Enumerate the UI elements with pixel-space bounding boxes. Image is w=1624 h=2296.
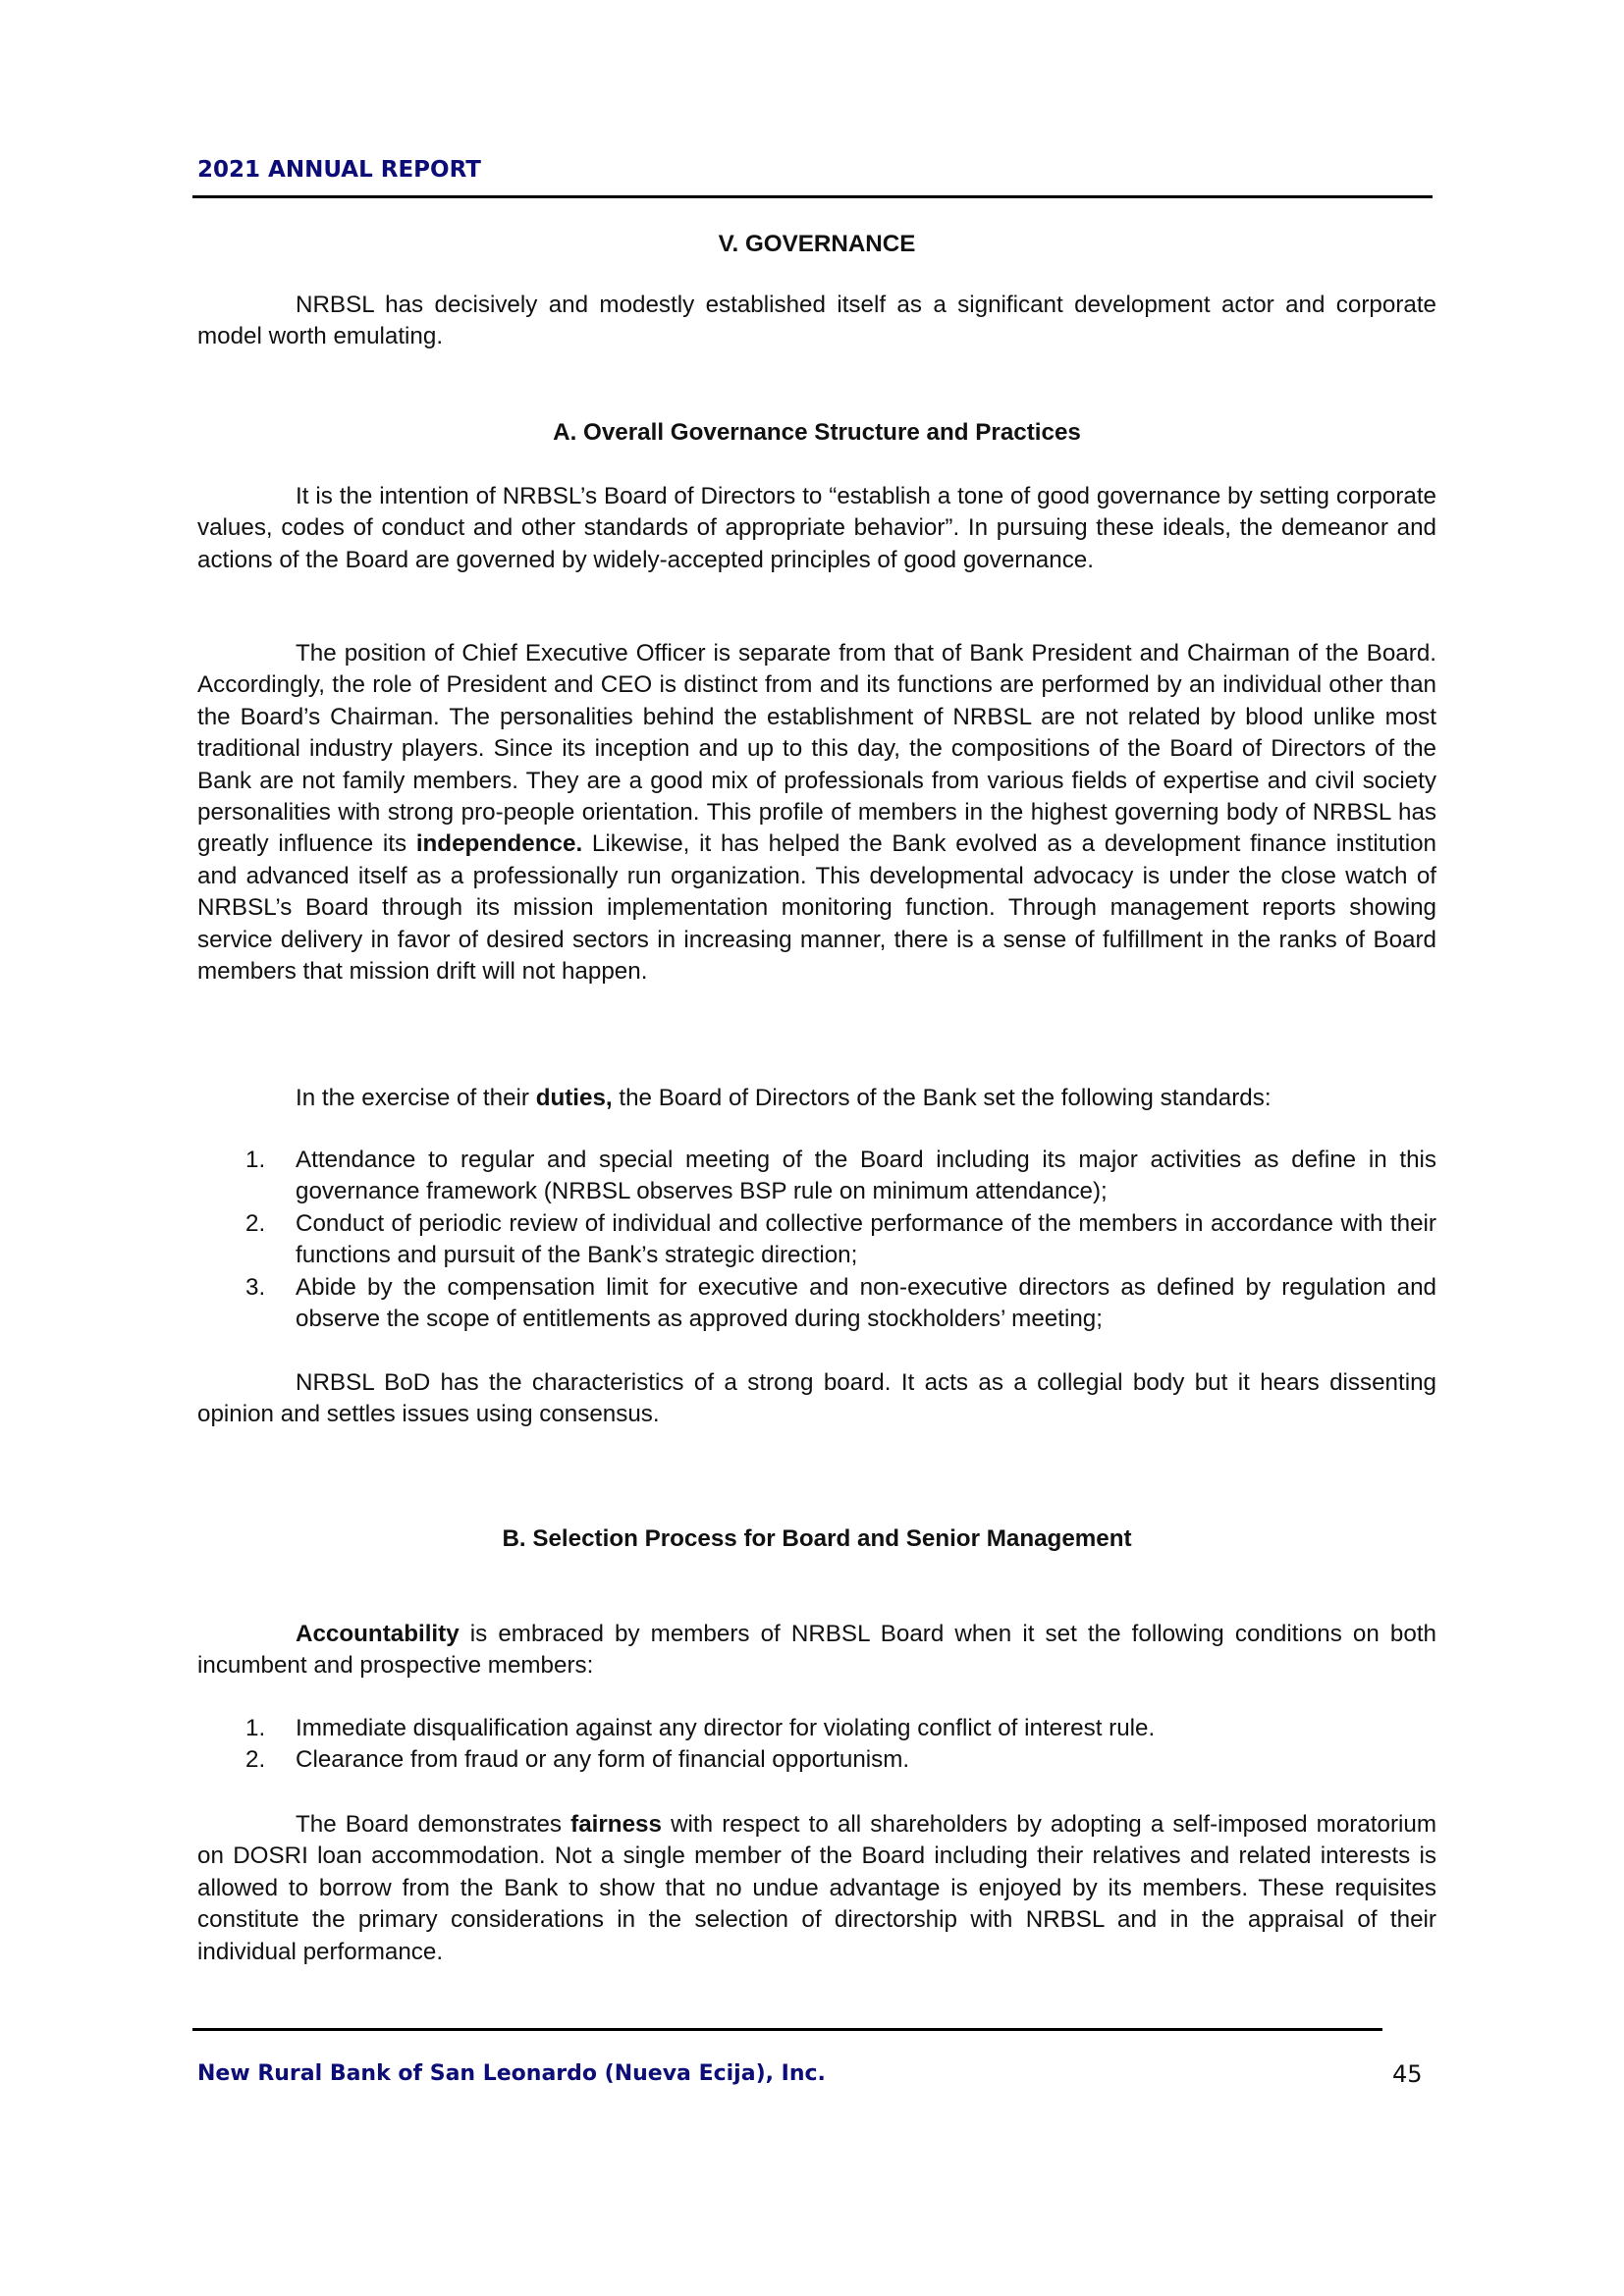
paragraph-text: In the exercise of their xyxy=(296,1085,536,1111)
list-item xyxy=(197,1208,1436,1272)
footer-divider xyxy=(192,2028,1382,2031)
list-number: 2. xyxy=(245,1209,266,1237)
list-text: Conduct of periodic review of individual and collective performance of the members in accordance with their functions and pursuit of the Bank’s strategic direction; xyxy=(296,1209,1436,1269)
list-item xyxy=(197,1272,1436,1336)
paragraph-text: The position of Chief Executive Officer is separate from that of Bank President and Chairman of the Board. Accordingly, the role of President and CEO is distinct from and its functions are performed by an individual other than the Board’s Chairman. The personalities behind the establishment of NRBSL are not related by blood unlike most traditional industry players. Since its inception and up to this day, the compositions of the Board of Directors of the Bank are not family members. They are a good mix of professionals from various fields of expertise and civil society personalities with strong pro-people orientation. This profile of members in the highest governing body of NRBSL has greatly influence its xyxy=(197,640,1436,858)
list-item xyxy=(197,1145,1436,1208)
list-number: 3. xyxy=(245,1273,266,1301)
subsection-a-para3 xyxy=(197,1083,1436,1114)
header-divider xyxy=(192,195,1433,198)
paragraph-text: Likewise, it has helped the Bank evolved as a development finance institution and advanced itself as a professionally run organization. This developmental advocacy is under the close watch of NRBSL’s Board through its mission implementation monitoring function. Through management reports showing service delivery in favor of desired sectors in increasing manner, there is a sense of fulfillment in the ranks of Board members that mission drift will not happen. xyxy=(197,830,1436,986)
subsection-b-para1 xyxy=(197,1619,1436,1682)
emphasis-accountability: Accountability xyxy=(296,1621,460,1647)
conditions-list xyxy=(197,1713,1436,1777)
section-intro xyxy=(197,290,1436,353)
paragraph xyxy=(197,1619,1436,1682)
standards-list xyxy=(197,1145,1436,1335)
report-header-title: 2021 ANNUAL REPORT xyxy=(197,157,481,183)
paragraph-text: the Board of Directors of the Bank set the following standards: xyxy=(612,1085,1272,1111)
paragraph: NRBSL BoD has the characteristics of a strong board. It acts as a collegial body but it hears dissenting opinion and settles issues using consensus. xyxy=(197,1369,1436,1428)
list-text: Immediate disqualification against any director for violating conflict of interest rule. xyxy=(296,1715,1156,1741)
paragraph: It is the intention of NRBSL’s Board of Directors to “establish a tone of good governance by setting corporate values, codes of conduct and other standards of appropriate behavior”. In pursuing these ideals, the demeanor and actions of the Board are governed by widely-accepted principles of good governance. xyxy=(197,483,1436,573)
section-title: V. GOVERNANCE xyxy=(718,231,916,257)
paragraph-text: with respect to all shareholders by adopting a self-imposed moratorium on DOSRI loan accommodation. Not a single member of the Board including their relatives and related interests is allowed to borrow from the Bank to show that no undue advantage is enjoyed by its members. These requisites constitute the primary considerations in the selection of directorship with NRBSL and in the appraisal of their individual performance. xyxy=(197,1811,1436,1965)
subsection-b-para2 xyxy=(197,1809,1436,1968)
list-text: Abide by the compensation limit for executive and non-executive directors as defined by regulation and observe the scope of entitlements as approved during stockholders’ meeting; xyxy=(296,1273,1436,1333)
paragraph-text: is embraced by members of NRBSL Board when it set the following conditions on both incumbent and prospective members: xyxy=(197,1621,1436,1680)
subsection-b-title: B. Selection Process for Board and Senior Management xyxy=(502,1525,1132,1552)
subsection-a-para4 xyxy=(197,1367,1436,1431)
subsection-a-para1 xyxy=(197,481,1436,576)
list-number: 1. xyxy=(245,1147,266,1173)
list-item xyxy=(197,1744,1436,1776)
paragraph xyxy=(197,638,1436,988)
paragraph-text: The Board demonstrates xyxy=(296,1811,571,1838)
list-text: Attendance to regular and special meeting of the Board including its major activities as define in this governance framework (NRBSL observes BSP rule on minimum attendance); xyxy=(296,1147,1436,1205)
intro-paragraph: NRBSL has decisively and modestly established itself as a significant development actor and corporate model worth emulating. xyxy=(197,292,1436,350)
list-item xyxy=(197,1713,1436,1744)
subsection-a-para2 xyxy=(197,638,1436,988)
list-text: Clearance from fraud or any form of financial opportunism. xyxy=(296,1746,910,1774)
list-number: 2. xyxy=(245,1746,266,1774)
emphasis-duties: duties, xyxy=(535,1085,613,1111)
page-number: 45 xyxy=(1392,2060,1423,2088)
subsection-a-title: A. Overall Governance Structure and Practices xyxy=(553,419,1081,446)
paragraph xyxy=(197,1809,1436,1968)
emphasis-fairness: fairness xyxy=(570,1811,662,1838)
paragraph xyxy=(197,1083,1436,1114)
emphasis-independence: independence. xyxy=(415,830,583,858)
list-number: 1. xyxy=(245,1715,266,1741)
footer-bank-name: New Rural Bank of San Leonardo (Nueva Ecija), Inc. xyxy=(197,2061,826,2086)
